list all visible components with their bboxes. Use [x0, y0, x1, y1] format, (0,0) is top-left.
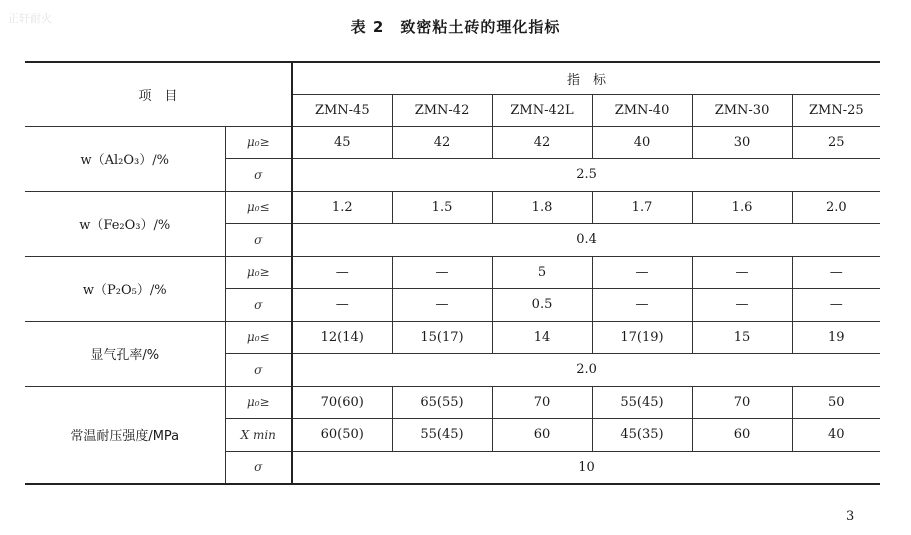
value-cell: 40	[792, 419, 880, 452]
statistic-symbol: σ	[225, 159, 292, 192]
table-row	[25, 256, 880, 289]
merged-value-cell: 2.0	[292, 354, 880, 387]
statistic-symbol: μ₀≤	[225, 321, 292, 354]
merged-value-cell: 2.5	[292, 159, 880, 192]
value-cell: 60	[692, 419, 792, 452]
value-cell: 42	[392, 126, 492, 159]
value-cell: —	[792, 289, 880, 322]
statistic-symbol: μ₀≤	[225, 191, 292, 224]
value-cell: 60	[492, 419, 592, 452]
parameter-name: w（Al₂O₃）/%	[25, 126, 225, 191]
value-cell: 12(14)	[292, 321, 392, 354]
statistic-symbol: X min	[225, 419, 292, 452]
merged-value-cell: 0.4	[292, 224, 880, 257]
header-item: 项 目	[25, 62, 292, 126]
value-cell: —	[392, 289, 492, 322]
value-cell: 15	[692, 321, 792, 354]
value-cell: 50	[792, 386, 880, 419]
value-cell: 1.5	[392, 191, 492, 224]
value-cell: 70	[492, 386, 592, 419]
merged-value-cell: 10	[292, 451, 880, 484]
statistic-symbol: σ	[225, 354, 292, 387]
parameter-name: w（Fe₂O₃）/%	[25, 191, 225, 256]
grade-header: ZMN-25	[792, 94, 880, 126]
value-cell: 1.8	[492, 191, 592, 224]
grade-header: ZMN-40	[592, 94, 692, 126]
header-row-1	[25, 62, 880, 94]
value-cell: 15(17)	[392, 321, 492, 354]
value-cell: —	[392, 256, 492, 289]
value-cell: —	[292, 289, 392, 322]
value-cell: 45	[292, 126, 392, 159]
table-row	[25, 191, 880, 224]
grade-header: ZMN-45	[292, 94, 392, 126]
grade-header: ZMN-42	[392, 94, 492, 126]
value-cell: 19	[792, 321, 880, 354]
statistic-symbol: μ₀≥	[225, 256, 292, 289]
value-cell: —	[692, 256, 792, 289]
value-cell: 30	[692, 126, 792, 159]
statistic-symbol: σ	[225, 224, 292, 257]
value-cell: —	[792, 256, 880, 289]
value-cell: 65(55)	[392, 386, 492, 419]
value-cell: —	[692, 289, 792, 322]
value-cell: 60(50)	[292, 419, 392, 452]
header-index: 指 标	[292, 62, 880, 94]
value-cell: 25	[792, 126, 880, 159]
watermark-text: 正轩耐火	[8, 12, 52, 25]
value-cell: 55(45)	[592, 386, 692, 419]
statistic-symbol: μ₀≥	[225, 386, 292, 419]
value-cell: 2.0	[792, 191, 880, 224]
value-cell: 42	[492, 126, 592, 159]
value-cell: 5	[492, 256, 592, 289]
value-cell: —	[292, 256, 392, 289]
value-cell: 70(60)	[292, 386, 392, 419]
grade-header: ZMN-42L	[492, 94, 592, 126]
value-cell: —	[592, 256, 692, 289]
value-cell: 40	[592, 126, 692, 159]
parameter-name: w（P₂O₅）/%	[25, 256, 225, 321]
value-cell: 1.6	[692, 191, 792, 224]
parameter-name: 常温耐压强度/MPa	[25, 386, 225, 484]
spec-table	[25, 61, 880, 485]
statistic-symbol: σ	[225, 289, 292, 322]
statistic-symbol: μ₀≥	[225, 126, 292, 159]
page-number: 3	[846, 509, 855, 524]
table-title: 表 2 致密粘土砖的理化指标	[350, 18, 561, 36]
value-cell: 14	[492, 321, 592, 354]
statistic-symbol: σ	[225, 451, 292, 484]
parameter-name: 显气孔率/%	[25, 321, 225, 386]
value-cell: 45(35)	[592, 419, 692, 452]
table-row	[25, 386, 880, 419]
value-cell: 0.5	[492, 289, 592, 322]
value-cell: 55(45)	[392, 419, 492, 452]
table-row	[25, 126, 880, 159]
value-cell: 1.2	[292, 191, 392, 224]
value-cell: 70	[692, 386, 792, 419]
value-cell: —	[592, 289, 692, 322]
value-cell: 1.7	[592, 191, 692, 224]
grade-header: ZMN-30	[692, 94, 792, 126]
value-cell: 17(19)	[592, 321, 692, 354]
table-row	[25, 321, 880, 354]
